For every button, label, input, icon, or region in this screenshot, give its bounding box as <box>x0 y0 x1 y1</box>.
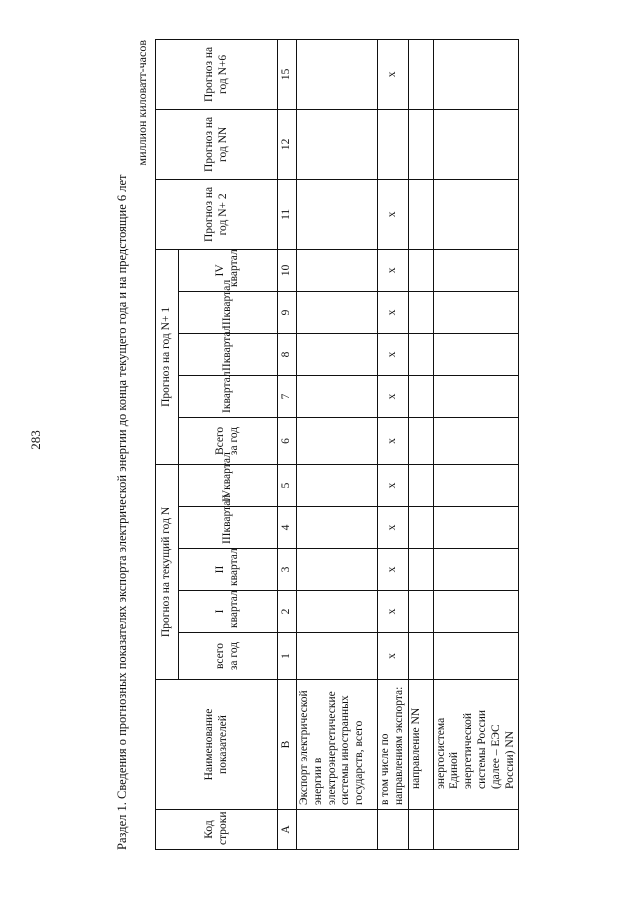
table-cell: х <box>378 179 409 249</box>
table-cell <box>297 109 378 179</box>
table-cell <box>433 375 519 417</box>
table-row-direction-nn <box>408 39 433 849</box>
table-cell <box>297 633 378 680</box>
table-cell <box>408 249 433 291</box>
table-cell: х <box>378 249 409 291</box>
header-q3: IIIквартал <box>179 507 278 549</box>
table-row-by-direction <box>378 39 409 849</box>
table-cell <box>433 109 519 179</box>
table-cell <box>408 549 433 591</box>
table-cell <box>433 249 519 291</box>
table-cell <box>408 633 433 680</box>
row-name: энергосистема Единой энергетической системы России (далее – ЕЭС России) NN <box>433 680 519 810</box>
table-cell <box>297 333 378 375</box>
header-year-total: всего за год <box>179 633 278 680</box>
table-cell <box>297 464 378 506</box>
forecast-table <box>155 39 519 850</box>
column-number: 1 <box>278 633 297 680</box>
header-q2: II квартал <box>179 549 278 591</box>
section-title: Раздел 1. Сведения о прогнозных показателях экспорта электрической энергии до конца текущего года и на предстоящие 6 лет <box>115 174 129 850</box>
units-note: миллион киловатт-часов <box>135 40 149 166</box>
table-cell: х <box>378 507 409 549</box>
table-cell <box>408 375 433 417</box>
table-cell <box>297 179 378 249</box>
column-number: 15 <box>278 39 297 109</box>
row-code <box>378 810 409 850</box>
header-next-total: Всего за год <box>179 417 278 464</box>
column-number: 2 <box>278 591 297 633</box>
table-cell <box>433 179 519 249</box>
table-cell <box>297 507 378 549</box>
column-number: 4 <box>278 507 297 549</box>
header-q4: IVквартал <box>179 464 278 506</box>
table-cell: х <box>378 417 409 464</box>
table-cell <box>408 591 433 633</box>
table-cell: х <box>378 549 409 591</box>
table-cell <box>297 375 378 417</box>
column-number: 12 <box>278 109 297 179</box>
header-name: Наименование показателей <box>156 680 278 810</box>
column-number: 6 <box>278 417 297 464</box>
header-q1: I квартал <box>179 591 278 633</box>
page-number: 283 <box>28 430 43 450</box>
header-next-q3: IIIквартал <box>179 291 278 333</box>
table-cell: х <box>378 39 409 109</box>
table-cell <box>408 417 433 464</box>
table-cell <box>297 39 378 109</box>
table-cell <box>433 291 519 333</box>
column-number: 5 <box>278 464 297 506</box>
table-cell <box>433 333 519 375</box>
table-cell <box>433 549 519 591</box>
header-next-q4: IV квартал <box>179 249 278 291</box>
header-next-q1: Iквартал <box>179 375 278 417</box>
table-cell <box>297 591 378 633</box>
table-cell <box>378 109 409 179</box>
column-number: 9 <box>278 291 297 333</box>
table-cell <box>297 291 378 333</box>
rotated-page-content <box>115 40 516 850</box>
row-code <box>433 810 519 850</box>
table-cell: х <box>378 375 409 417</box>
table-cell <box>408 507 433 549</box>
column-number: 10 <box>278 249 297 291</box>
column-number-row <box>278 39 297 849</box>
header-next-q2: IIквартал <box>179 333 278 375</box>
table-cell <box>297 417 378 464</box>
table-cell <box>408 291 433 333</box>
table-row-export-total <box>297 39 378 849</box>
row-name: Экспорт электрической энергии в электроэнергетические системы иностранных государств, всего <box>297 680 378 810</box>
column-number: А <box>278 810 297 850</box>
header-next-year-group: Прогноз на год N+ 1 <box>156 249 179 464</box>
table-cell <box>297 549 378 591</box>
table-cell: х <box>378 591 409 633</box>
column-number: 8 <box>278 333 297 375</box>
header-forecast-nn: Прогноз на год NN <box>156 109 278 179</box>
table-row-ees-russia <box>433 39 519 849</box>
header-forecast-n2: Прогноз на год N+ 2 <box>156 179 278 249</box>
table-cell: х <box>378 291 409 333</box>
column-number: 3 <box>278 549 297 591</box>
row-code <box>408 810 433 850</box>
table-cell <box>408 39 433 109</box>
table-cell <box>433 464 519 506</box>
row-name: направление NN <box>408 680 433 810</box>
column-number: 11 <box>278 179 297 249</box>
table-cell: х <box>378 633 409 680</box>
table-cell <box>433 417 519 464</box>
row-name: в том числе по направлениям экспорта: <box>378 680 409 810</box>
table-cell <box>408 464 433 506</box>
column-number: 7 <box>278 375 297 417</box>
table-cell <box>408 179 433 249</box>
header-forecast-n6: Прогноз на год N+6 <box>156 39 278 109</box>
table-cell <box>433 633 519 680</box>
header-row-group <box>156 39 179 849</box>
table-cell <box>433 507 519 549</box>
table-cell: х <box>378 333 409 375</box>
header-code: Код строки <box>156 810 278 850</box>
table-cell <box>433 591 519 633</box>
header-current-year-group: Прогноз на текущий год N <box>156 464 179 679</box>
table-cell <box>297 249 378 291</box>
table-cell <box>408 333 433 375</box>
table-cell <box>408 109 433 179</box>
table-cell: х <box>378 464 409 506</box>
row-code <box>297 810 378 850</box>
table-cell <box>433 39 519 109</box>
column-number: В <box>278 680 297 810</box>
